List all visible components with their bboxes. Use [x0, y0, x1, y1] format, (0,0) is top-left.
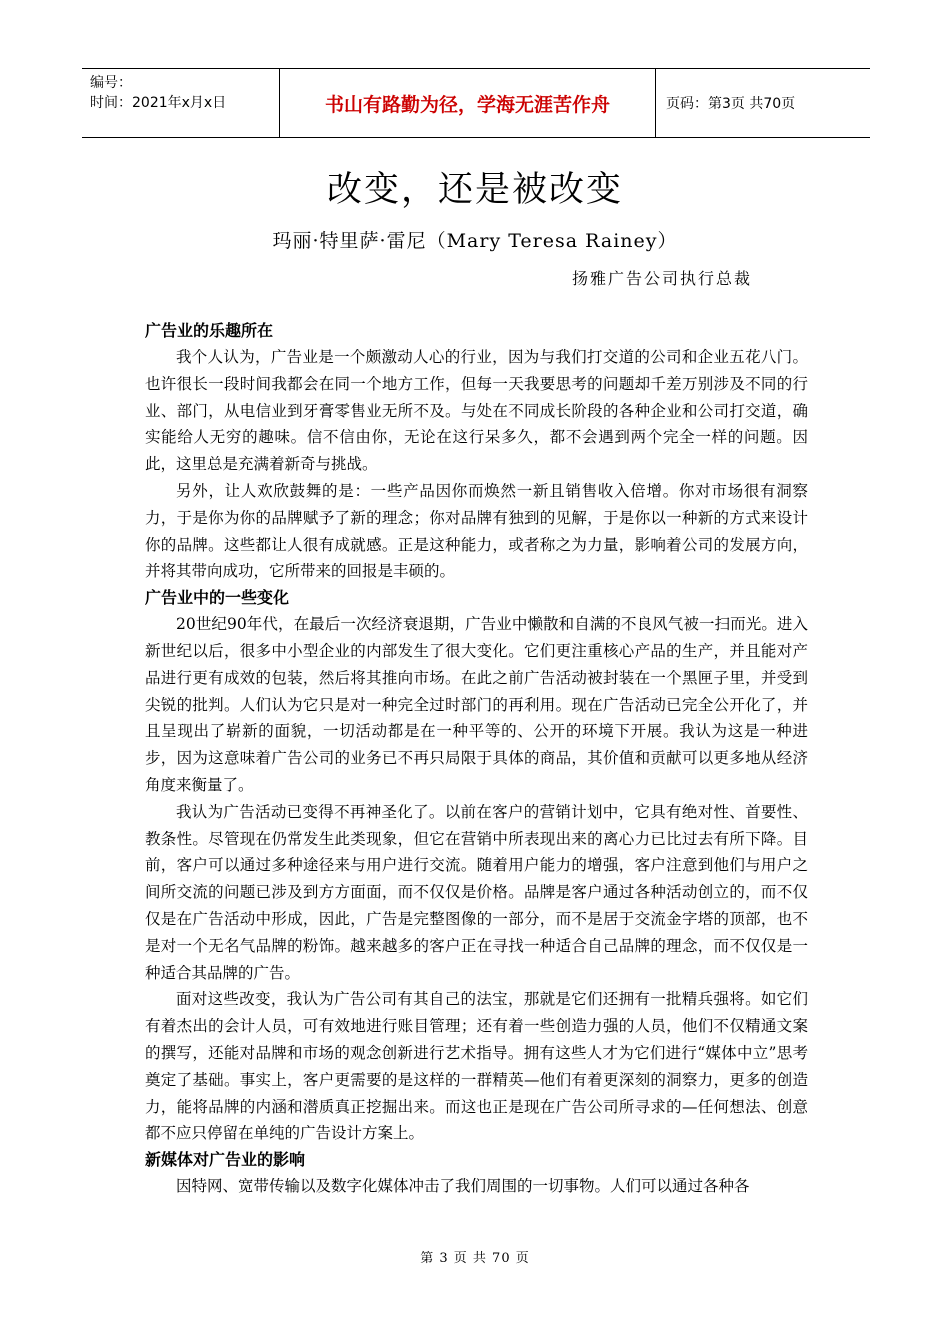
page-footer: 第 3 页 共 70 页 [420, 1251, 530, 1266]
section-heading: 广告业中的一些变化 [145, 588, 290, 608]
document-header [82, 68, 870, 138]
paragraph: 另外，让人欢欣鼓舞的是：一些产品因你而焕然一新且销售收入倍增。你对市场很有洞察力，于是你为你的品牌赋予了新的理念；你对品牌有独到的见解，于是你以一种新的方式来设计你的品牌。这些都让人很有成就感。正是这种能力，或者称之为力量，影响着公司的发展方向，并将其带向成功，它所带来的回报是丰硕的。 [145, 481, 808, 581]
motto-text: 书山有路勤为径，学海无涯苦作舟 [324, 93, 610, 116]
article-author: 玛丽·特里萨·雷尼（Mary Teresa Rainey） [272, 230, 678, 252]
number-label: 编号： [90, 75, 132, 91]
header-motto [280, 69, 656, 137]
paragraph: 我个人认为，广告业是一个颇激动人心的行业，因为与我们打交道的公司和企业五花八门。也许很长一段时间我都会在同一个地方工作，但每一天我要思考的问题却千差万别涉及不同的行业、部门，从电信业到牙膏零售业无所不及。与处在不同成长阶段的各种企业和公司打交道，确实能给人无穷的趣味。信不信由你，无论在这行呆多久，都不会遇到两个完全一样的问题。因此，这里总是充满着新奇与挑战。 [145, 348, 808, 474]
article-title: 改变，还是被改变 [326, 170, 623, 210]
section-heading: 新媒体对广告业的影响 [145, 1150, 306, 1170]
time-label: 时间：2021年x月x日 [90, 95, 227, 111]
paragraph: 20世纪90年代，在最后一次经济衰退期，广告业中懒散和自满的不良风气被一扫而光。进入新世纪以后，很多中小型企业的内部发生了很大变化。它们更注重核心产品的生产，并且能对产品进行更有成效的包装，然后将其推向市场。在此之前广告活动被封装在一个黑匣子里，并受到尖锐的批判。人们认为它只是对一种完全过时部门的再利用。现在广告活动已完全公开化了，并且呈现出了崭新的面貌，一切活动都是在一种平等的、公开的环境下开展。我认为这是一种进步，因为这意味着广告公司的业务已不再只局限于具体的商品，其价值和贡献可以更多地从经济角度来衡量了。 [145, 615, 808, 794]
paragraph: 因特网、宽带传输以及数字化媒体冲击了我们周围的一切事物。人们可以通过各种各 [176, 1177, 750, 1196]
page-info-text: 页码：第3页 共70页 [666, 96, 796, 112]
author-affiliation: 扬雅广告公司执行总裁 [572, 269, 753, 288]
section-heading: 广告业的乐趣所在 [145, 321, 274, 340]
paragraph: 我认为广告活动已变得不再神圣化了。以前在客户的营销计划中，它具有绝对性、首要性、教条性。尽管现在仍常发生此类现象，但它在营销中所表现出来的离心力已比过去有所下降。目前，客户可以通过多种途径来与用户进行交流。随着用户能力的增强，客户注意到他们与用户之间所交流的问题已涉及到方方面面，而不仅仅是价格。品牌是客户通过各种活动创立的，而不仅仅是在广告活动中形成，因此，广告是完整图像的一部分，而不是居于交流金字塔的顶部，也不是对一个无名气品牌的粉饰。越来越多的客户正在寻找一种适合自己品牌的理念，而不仅仅是一种适合其品牌的广告。 [145, 802, 808, 982]
paragraph: 面对这些改变，我认为广告公司有其自己的法宝，那就是它们还拥有一批精兵强将。如它们有着杰出的会计人员，可有效地进行账目管理；还有着一些创造力强的人员，他们不仅精通文案的撰写，还能对品牌和市场的观念创新进行艺术指导。拥有这些人才为它们进行“媒体中立”思考奠定了基础。事实上，客户更需要的是这样的一群精英—他们有着更深刻的洞察力，更多的创造力，能将品牌的内涵和潜质真正挖掘出来。而这也正是现在广告公司所寻求的—任何想法、创意都不应只停留在单纯的广告设计方案上。 [145, 990, 808, 1143]
header-meta [82, 69, 280, 137]
article-body [145, 318, 808, 1200]
header-page-info [656, 69, 870, 137]
